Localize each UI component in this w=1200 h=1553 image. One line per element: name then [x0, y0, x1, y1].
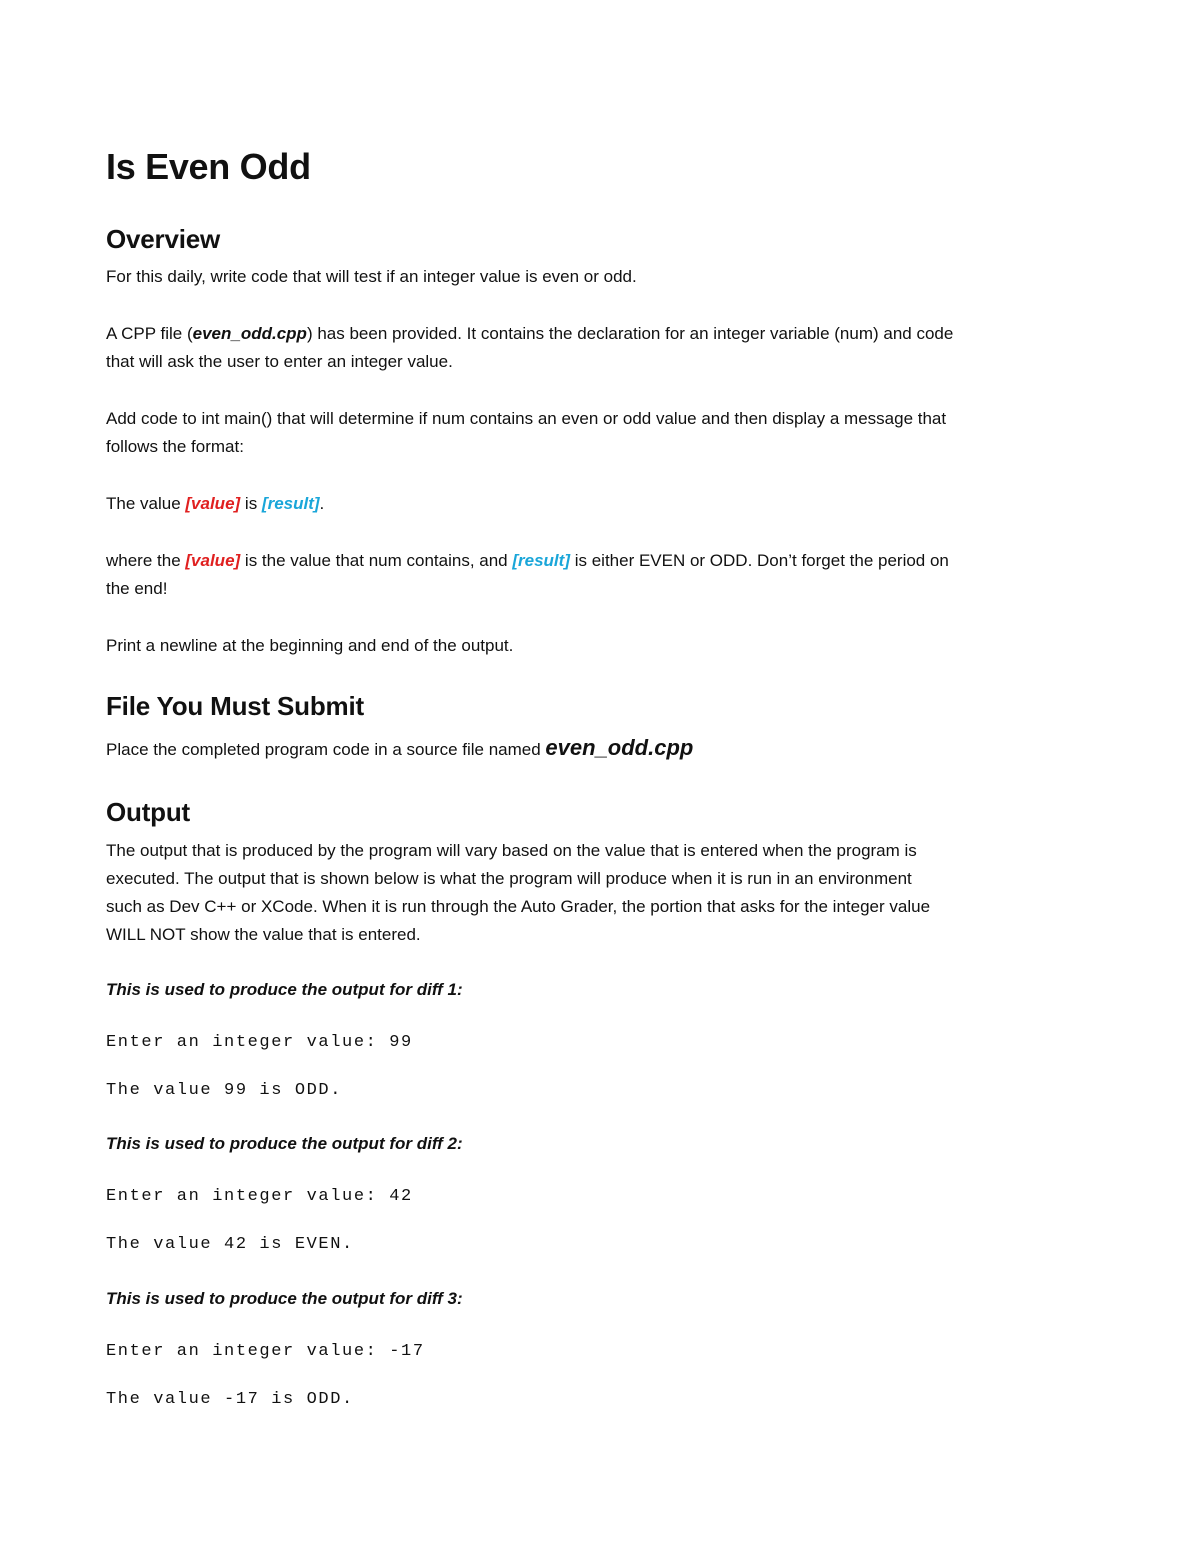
overview-paragraph-1: For this daily, write code that will test if an integer value is even or odd.: [106, 267, 637, 286]
diff-2-label: This is used to produce the output for diff 2:: [106, 1134, 463, 1153]
submit-heading: File You Must Submit: [106, 691, 364, 721]
output-paragraph-line-4: WILL NOT show the value that is entered.: [106, 925, 421, 944]
format-text-b: is: [240, 494, 262, 513]
diff-3-result: The value -17 is ODD.: [106, 1390, 354, 1409]
value-placeholder: [value]: [185, 494, 241, 513]
format-text-a: The value: [106, 494, 186, 513]
overview-paragraph-3-line-1: Add code to int main() that will determine if num contains an even or odd value and then display a message that: [106, 409, 947, 428]
submit-file-name: even_odd.cpp: [545, 735, 694, 760]
p2-text-b: ) has been provided. It contains the declaration for an integer variable (num) and code: [306, 324, 954, 343]
diff-1-label: This is used to produce the output for diff 1:: [106, 980, 463, 999]
diff-3-label: This is used to produce the output for diff 3:: [106, 1289, 463, 1308]
output-heading: Output: [106, 797, 190, 827]
output-paragraph-line-1: The output that is produced by the program will vary based on the value that is entered when the program is: [106, 841, 917, 860]
overview-paragraph-2-line-1: [106, 320, 953, 348]
format-text-c: .: [319, 494, 325, 513]
document-title: Is Even Odd: [106, 146, 311, 187]
overview-paragraph-4-line-2: the end!: [106, 579, 168, 598]
result-placeholder: [result]: [512, 551, 570, 570]
diff-2-result: The value 42 is EVEN.: [106, 1235, 354, 1254]
diff-3-prompt: Enter an integer value: -17: [106, 1342, 425, 1361]
overview-paragraph-4-line-1: [106, 547, 949, 575]
diff-1-result: The value 99 is ODD.: [106, 1081, 343, 1100]
overview-heading: Overview: [106, 224, 221, 254]
result-placeholder: [result]: [261, 494, 320, 513]
submit-paragraph: [106, 734, 693, 764]
diff-2-prompt: Enter an integer value: 42: [106, 1187, 413, 1206]
value-placeholder: [value]: [185, 551, 241, 570]
overview-paragraph-2-line-2: that will ask the user to enter an integer value.: [106, 352, 453, 371]
message-format: [106, 490, 324, 518]
output-paragraph-line-2: executed. The output that is shown below is what the program will produce when it is run in an environment: [106, 869, 912, 888]
provided-file-name: even_odd.cpp: [192, 324, 307, 343]
output-paragraph-line-3: such as Dev C++ or XCode. When it is run through the Auto Grader, the portion that asks for the integer value: [106, 897, 931, 916]
p4-text-a: where the: [106, 551, 186, 570]
p2-text-a: A CPP file (: [106, 324, 193, 343]
overview-paragraph-3-line-2: follows the format:: [106, 437, 244, 456]
p4-text-b: is the value that num contains, and: [240, 551, 513, 570]
diff-1-prompt: Enter an integer value: 99: [106, 1033, 413, 1052]
p4-text-c: is either EVEN or ODD. Don’t forget the period on: [569, 551, 949, 570]
submit-text: Place the completed program code in a source file named: [106, 740, 546, 759]
overview-paragraph-5: Print a newline at the beginning and end of the output.: [106, 636, 514, 655]
